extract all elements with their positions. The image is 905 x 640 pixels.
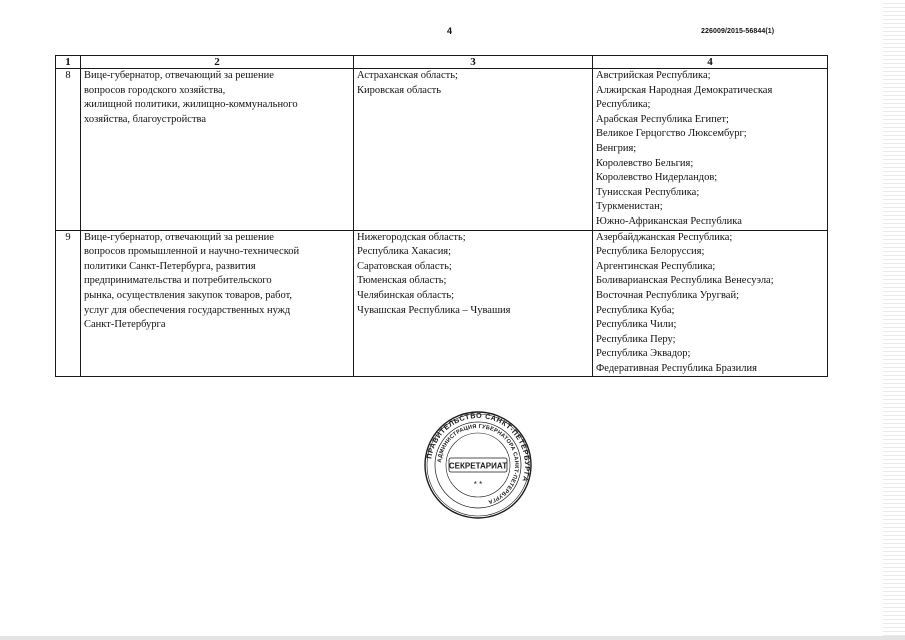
official-line: услуг для обеспечения государственных нужд [84,304,291,316]
official-line: политики Санкт-Петербурга, развития [84,260,256,272]
scan-edge-right [883,0,905,640]
country-item: Туркменистан; [596,201,663,213]
row-number: 8 [56,69,81,231]
regions-cell [354,69,593,231]
region-item: Саратовская область; [357,260,452,272]
country-item: Королевство Нидерландов; [596,172,718,184]
country-item: Азербайджанская Республика; [596,231,733,243]
official-cell [81,230,354,377]
country-item: Боливарианская Республика Венесуэла; [596,275,774,287]
seal-center-text: СЕКРЕТАРИАТ [448,461,508,471]
official-line: рынка, осуществления закупок товаров, работ, [84,289,293,301]
table-row [56,230,828,377]
country-item: Южно-Африканская Республика [596,215,742,227]
countries-cell [593,230,828,377]
country-item: Венгрия; [596,142,637,154]
official-line: вопросов промышленной и научно-технической [84,246,300,258]
region-item: Астраханская область; [357,70,458,81]
official-line: хозяйства, благоустройства [84,113,207,125]
country-item: Великое Герцогство Люксембург; [596,128,747,140]
country-item: Республика Чили; [596,319,677,331]
table-row [56,69,828,231]
official-line: жилищной политики, жилищно-коммунального [84,99,298,111]
official-line: Вице-губернатор, отвечающий за решение [84,70,274,81]
page-number: 4 [447,26,453,36]
country-item: Тунисская Республика; [596,186,700,198]
official-cell [81,69,354,231]
country-item: Арабская Республика Египет; [596,113,729,125]
country-item: Республика; [596,99,651,111]
seal-stars: * * [473,480,483,489]
region-item: Тюменская область; [357,275,447,287]
region-item: Чувашская Республика – Чувашия [357,304,511,316]
official-line: Вице-губернатор, отвечающий за решение [84,231,274,243]
country-item: Республика Куба; [596,304,675,316]
country-item: Восточная Республика Уругвай; [596,289,739,301]
regions-cell [354,230,593,377]
column-header-2: 2 [81,56,354,69]
region-item: Челябинская область; [357,289,455,301]
row-number: 9 [56,230,81,377]
region-item: Нижегородская область; [357,231,466,243]
official-line: вопросов городского хозяйства, [84,84,226,96]
column-header-1: 1 [56,56,81,69]
header-row [56,56,828,69]
assignments-table [55,55,828,377]
country-item: Австрийская Республика; [596,70,711,81]
region-item: Республика Хакасия; [357,246,452,258]
country-item: Федеративная Республика Бразилия [596,362,757,374]
seal-outer-text: ПРАВИТЕЛЬСТВО САНКТ-ПЕТЕРБУРГА [424,410,533,484]
official-line: Санкт-Петербурга [84,319,166,331]
country-item: Алжирская Народная Демократическая [596,84,773,96]
country-item: Республика Перу; [596,333,676,345]
country-item: Аргентинская Республика; [596,260,716,272]
official-line: предпринимательства и потребительского [84,275,272,287]
column-header-4: 4 [593,56,828,69]
official-seal [423,410,533,520]
country-item: Республика Эквадор; [596,348,691,360]
country-item: Королевство Бельгия; [596,157,694,169]
seal-inner-text: АДМИНИСТРАЦИЯ ГУБЕРНАТОРА САНКТ-ПЕТЕРБУРГА [437,423,520,505]
region-item: Кировская область [357,84,442,96]
document-id: 226009/2015-56844(1) [701,28,775,35]
column-header-3: 3 [354,56,593,69]
country-item: Республика Белоруссия; [596,246,705,258]
scan-edge-bottom [0,636,905,640]
countries-cell [593,69,828,231]
